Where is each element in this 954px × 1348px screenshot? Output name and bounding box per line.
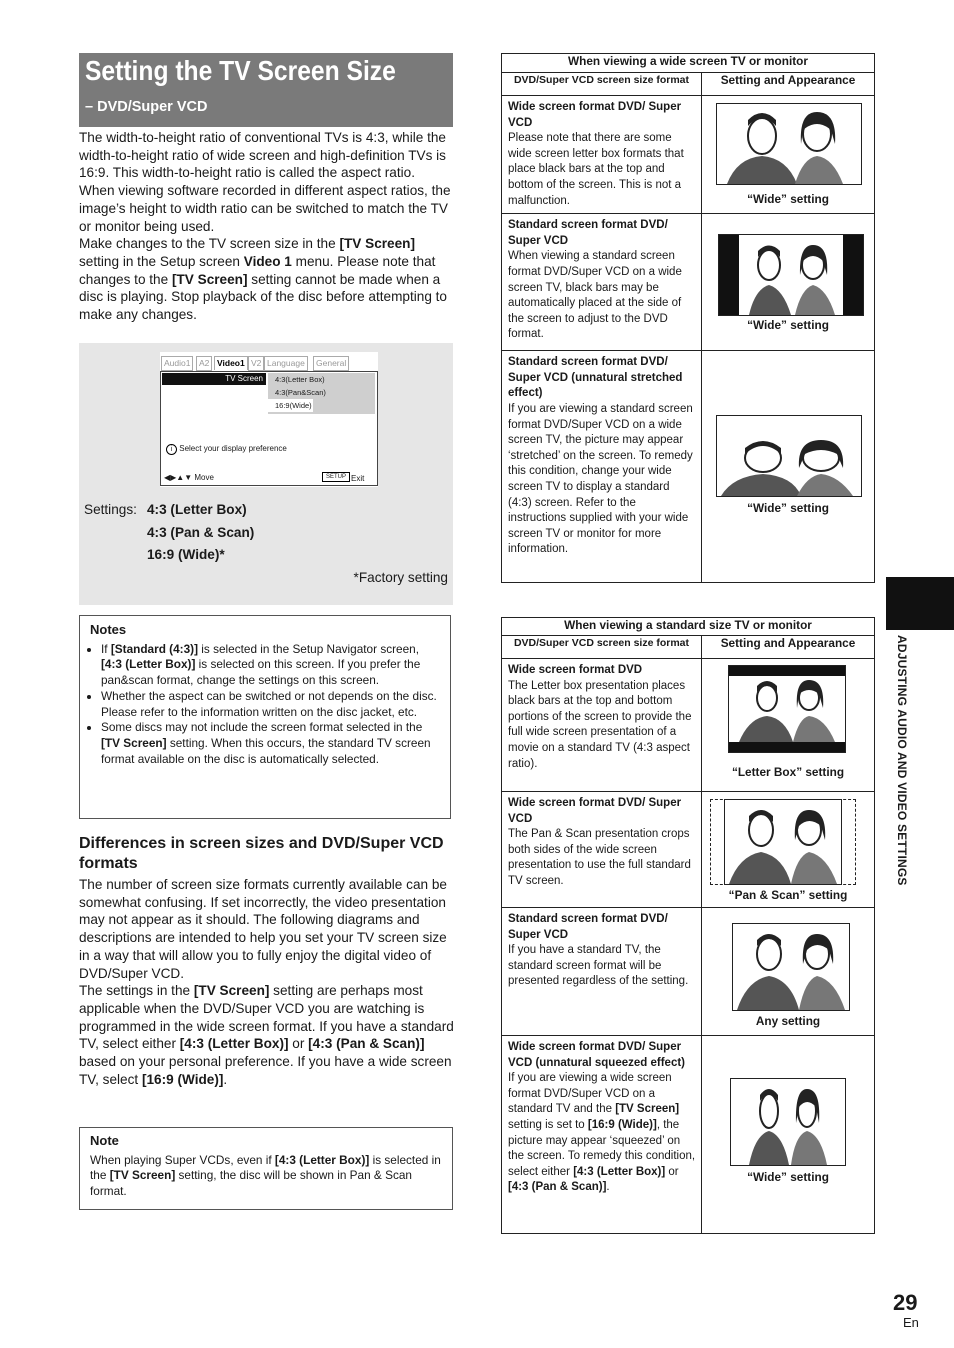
tab-v2[interactable]: V2 <box>248 356 264 371</box>
setting-wide: 16:9 (Wide)* <box>147 547 225 562</box>
wide-tv-table <box>501 53 875 583</box>
notes-list <box>90 642 442 768</box>
setting-caption: “Wide” setting <box>747 318 829 333</box>
setting-caption: “Wide” setting <box>747 501 829 516</box>
tv-illustration <box>728 665 846 753</box>
table-header: When viewing a wide screen TV or monitor <box>502 54 875 73</box>
table-row: Wide screen format DVD The Letter box presentation places black bars at the top and bottom portions of the screen to provide the full wide screen presentation of a movie on a standard TV (4:3 aspect ratio). <box>502 659 702 792</box>
column-header-format: DVD/Super VCD screen size format <box>502 73 702 96</box>
page-number: 29 <box>893 1290 918 1315</box>
info-icon: i <box>166 444 177 455</box>
column-header-setting: Setting and Appearance <box>702 636 875 659</box>
tab-a2[interactable]: A2 <box>196 356 212 371</box>
tab-language[interactable]: Language <box>264 356 308 371</box>
osd-item-tv-screen[interactable]: TV Screen <box>162 373 266 385</box>
tv-illustration <box>716 415 862 497</box>
tv-illustration <box>716 103 862 185</box>
intro-p1: The width-to-height ratio of conventional TVs is 4:3, while the width-to-height ratio of wide screen and high-definition TVs is 16:9. This width-to-height ratio is called the aspect ratio. <box>79 130 446 181</box>
setting-letterbox: 4:3 (Letter Box) <box>147 502 247 517</box>
table-row: Wide screen format DVD/ Super VCD (unnatural squeezed effect) If you are viewing a wide screen format DVD/Super VCD on a standard TV and the [TV Screen] setting is set to [16:9 (Wide)], the picture may appear ‘squeezed’ on the screen. To remedy this condition, select either [4:3 (Letter Box)] or [4:3 (Pan & Scan)]. <box>502 1036 702 1234</box>
tv-illustration <box>718 234 864 316</box>
tab-general[interactable]: General <box>313 356 349 371</box>
setting-caption: “Wide” setting <box>747 192 829 206</box>
osd-options-panel <box>268 373 375 414</box>
note-item: • Some discs may not include the screen format selected in the [TV Screen] setting. When this occurs, the standard TV screen format available on the disc is automatically selected. <box>101 720 442 767</box>
intro-text <box>79 129 457 324</box>
page-title: Setting the TV Screen Size <box>85 55 396 86</box>
arrow-keys-icon: ◀▶▲▼ <box>164 473 193 482</box>
chapter-tab <box>886 577 954 630</box>
section-p1: The number of screen size formats currently available can be somewhat confusing. If set incorrectly, the video presentation may not appear as it should. The following diagrams and descriptions are intended to help you set your TV screen size in a way that will allow you to fully enjoy the digital video of DVD/Super VCD. <box>79 877 447 981</box>
tv-illustration <box>732 923 850 1011</box>
setting-caption: “Pan & Scan” setting <box>728 888 848 902</box>
column-header-format: DVD/Super VCD screen size format <box>502 636 702 659</box>
note-box <box>79 1127 453 1210</box>
notes-box <box>79 615 451 819</box>
osd-hint-text: Select your display preference <box>179 444 287 453</box>
intro-p3: Make changes to the TV screen size in the [TV Screen] setting in the Setup screen Video 1 menu. Please note that changes to the [TV Screen] setting cannot be made when a disc is playing. Stop playback of the disc before attempting to make any changes. <box>79 236 447 323</box>
factory-setting-note: *Factory setting <box>353 570 448 585</box>
osd-move-label: Move <box>194 473 214 482</box>
section-text <box>79 876 457 1088</box>
tv-illustration <box>730 1078 846 1166</box>
standard-tv-table <box>501 617 875 1234</box>
tab-video1[interactable]: Video1 <box>214 356 248 370</box>
osd-hint <box>166 444 287 455</box>
notes-heading: Notes <box>90 622 127 637</box>
table-row: Wide screen format DVD/ Super VCD The Pan & Scan presentation crops both sides of the wide screen presentation to use the full standard TV screen. <box>502 792 702 908</box>
setting-caption: “Wide” setting <box>747 1170 829 1184</box>
osd-option-wide[interactable]: 16:9(Wide) <box>268 399 313 412</box>
note-item: • Whether the aspect can be switched or not depends on the disc. Please refer to the information written on the disc jacket, etc. <box>101 689 442 720</box>
osd-screen <box>160 352 378 487</box>
setup-key: SETUP <box>322 472 350 482</box>
table-header: When viewing a standard size TV or monitor <box>502 618 875 636</box>
table-row: Standard screen format DVD/ Super VCD (unnatural stretched effect) If you are viewing a standard screen format DVD/Super VCD on a wide screen TV, the picture may appear ‘stretched’ on the screen. To remedy this condition, change your wide screen TV to display a standard (4:3) screen. Refer to the instructions supplied with your wide screen TV or monitor for more information. <box>502 351 702 583</box>
settings-options <box>147 499 254 567</box>
chapter-title: ADJUSTING AUDIO AND VIDEO SETTINGS <box>895 635 909 886</box>
osd-option-panscan[interactable]: 4:3(Pan&Scan) <box>275 388 326 397</box>
osd-option-letterbox[interactable]: 4:3(Letter Box) <box>275 375 325 384</box>
table-row: Wide screen format DVD/ Super VCD Please note that there are some wide screen letter box formats that place black bars at the top and bottom of the screen. This is not a malfunction. <box>502 96 702 214</box>
section-p2: The settings in the [TV Screen] setting are perhaps most applicable when the DVD/Super VCD you are watching is programmed in the wide screen format. If you have a standard TV, select either [4:3 (Letter Box)] or [4:3 (Pan & Scan)] based on your personal preference. If you have a wide screen TV, select [16:9 (Wide)]. <box>79 983 454 1087</box>
intro-p2: When viewing software recorded in different aspect ratios, the image’s height to width ratio can be switched to match the TV or monitor being used. <box>79 183 451 234</box>
tab-audio1[interactable]: Audio1 <box>161 356 193 371</box>
setting-caption: “Letter Box” setting <box>731 765 845 779</box>
column-header-setting: Setting and Appearance <box>702 73 875 96</box>
tv-illustration <box>724 799 842 885</box>
language-code: En <box>903 1315 919 1330</box>
table-row: Standard screen format DVD/ Super VCD If you have a standard TV, the standard screen format will be presented regardless of the setting. <box>502 908 702 1036</box>
setting-caption: Any setting <box>755 1014 821 1028</box>
title-banner <box>79 53 453 127</box>
osd-exit-label: Exit <box>351 474 365 483</box>
osd-footer <box>164 473 214 482</box>
page-subtitle: – DVD/Super VCD <box>85 99 208 115</box>
setting-panscan: 4:3 (Pan & Scan) <box>147 524 255 540</box>
note-item: • If [Standard (4:3)] is selected in the Setup Navigator screen, [4:3 (Letter Box)] is selected on this screen. If you prefer the pan&scan format, change the settings on this screen. <box>101 642 442 689</box>
section-heading: Differences in screen sizes and DVD/Super VCD formats <box>79 835 444 872</box>
table-row: Standard screen format DVD/ Super VCD When viewing a standard screen format DVD/Super VCD on a wide screen TV, black bars may be automatically placed at the side of the screen to adjust to the DVD format. <box>502 214 702 351</box>
settings-label: Settings: <box>84 502 137 517</box>
note-text: When playing Super VCDs, even if [4:3 (Letter Box)] is selected in the [TV Screen] setting, the disc will be shown in Pan & Scan format. <box>90 1152 441 1199</box>
note-heading: Note <box>90 1133 119 1148</box>
